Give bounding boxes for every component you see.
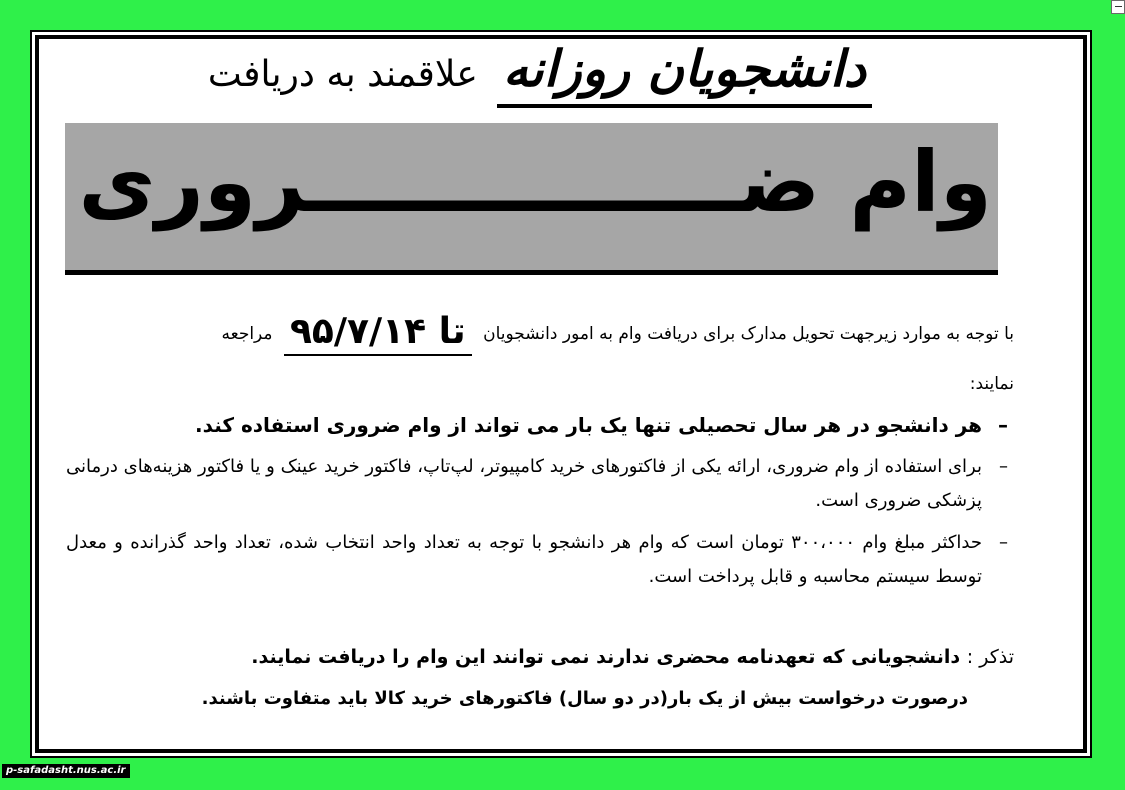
- list-item-text: هر دانشجو در هر سال تحصیلی تنها یک بار می تواند از وام ضروری استفاده کند.: [195, 413, 982, 437]
- dash-bullet: –: [999, 532, 1008, 553]
- list-item-text: حداکثر مبلغ وام ۳۰۰،۰۰۰ تومان است که وام هر دانشجو با توجه به تعداد واحد انتخاب شده، تعداد واحد گذرانده و معدل توسط سیستم محاسبه و قابل پرداخت است.: [66, 532, 982, 587]
- note-label: تذکر :: [966, 646, 1014, 668]
- banner-underline: [65, 270, 998, 275]
- note-line-2: درصورت درخواست بیش از یک بار(در دو سال) فاکتورهای خرید کالا باید متفاوت باشند.: [201, 688, 968, 709]
- intro-continuation: نمایند:: [969, 374, 1014, 394]
- note-text: دانشجویانی که تعهدنامه محضری ندارند نمی توانند این وام را دریافت نمایند.: [251, 646, 961, 668]
- site-watermark: p-safadasht.nus.ac.ir: [2, 764, 130, 778]
- intro-after-date: مراجعه: [221, 324, 273, 344]
- dash-bullet: –: [998, 413, 1008, 437]
- dash-bullet: –: [999, 456, 1008, 477]
- banner-title: وام ضـــــــــــــــروری: [78, 133, 992, 231]
- list-item: [66, 526, 1014, 594]
- heading-emphasis: دانشجویان روزانه: [497, 40, 872, 108]
- note-paragraph: [66, 640, 1014, 674]
- title-banner: [65, 123, 998, 271]
- conditions-list: [66, 408, 1014, 602]
- minimize-button[interactable]: [1111, 0, 1125, 14]
- page-heading: [100, 40, 980, 130]
- list-item: [66, 408, 1014, 442]
- list-item: [66, 450, 1014, 518]
- minimize-icon: [1115, 6, 1122, 7]
- intro-paragraph: [66, 310, 1014, 356]
- deadline-date: تا ۹۵/۷/۱۴: [284, 310, 472, 356]
- heading-rest: علاقمند به دریافت: [207, 54, 478, 95]
- intro-text: با توجه به موارد زیرجهت تحویل مدارک برای دریافت وام به امور دانشجویان: [483, 324, 1014, 344]
- list-item-text: برای استفاده از وام ضروری، ارائه یکی از فاکتورهای خرید کامپیوتر، لپ‌تاپ، فاکتور خرید عینک و یا فاکتور هزینه‌های درمانی پزشکی ضروری است.: [66, 456, 982, 511]
